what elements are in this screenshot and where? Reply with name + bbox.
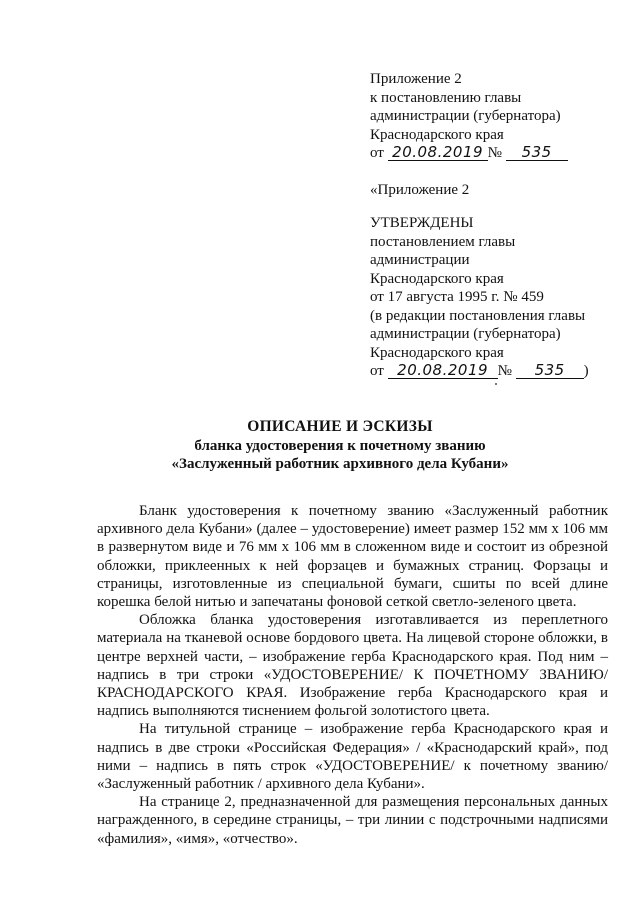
approved-line: Краснодарского края [370,344,504,361]
title-line: бланка удостоверения к почетному званию [194,438,486,454]
appendix-line: к постановлению главы [370,89,522,106]
body-paragraph: На странице 2, предназначенной для размещения персональных данных награжденного, в середине страницы, – три линии с подстрочными надписями «фамилия», «имя», «отчество». [97,794,608,847]
approved-line: УТВЕРЖДЕНЫ [370,215,474,231]
appendix-block [370,70,620,381]
appendix-header: «Приложение 2 [370,181,470,198]
handwritten-date: 20.08.2019 [388,144,488,161]
document-body [97,502,608,848]
body-paragraph: Обложка бланка удостоверения изготавливается из переплетного материала на тканевой основе бордового цвета. На лицевой стороне обложки, в центре верхней части, – изображение герба Краснодарского края. Под ним – надпись в три строки «УДОСТОВЕРЕНИЕ/ К ПОЧЕТНОМУ ЗВАНИЮ/ КРАСНОДАРСКОГО КРАЯ. Изображение герба Краснодарского края и надпись выполняются тиснением фольгой золотистого цвета. [97,612,608,720]
appendix-line: Приложение 2 [370,71,462,87]
approved-line: Краснодарского края [370,270,504,287]
handwritten-number: 535 [516,362,584,379]
scan-speck [495,383,497,385]
document-title [80,417,600,473]
appendix-date-line [370,144,620,163]
appendix-line: Краснодарского края [370,126,504,143]
approved-line: (в редакции постановления главы [370,307,586,324]
from-label: от [370,363,384,379]
approved-line: администрации [370,252,470,268]
title-line: «Заслуженный работник архивного дела Кубани» [171,456,509,472]
number-label: № [487,145,502,161]
number-label: № [497,363,512,379]
handwritten-date: 20.08.2019 [388,362,498,379]
handwritten-number: 535 [506,144,568,161]
approved-line: постановлением главы [370,233,516,250]
approved-line: от 17 августа 1995 г. № 459 [370,289,544,305]
approved-line: администрации (губернатора) [370,326,561,342]
body-paragraph: Бланк удостоверения к почетному званию «Заслуженный работник архивного дела Кубани» (далее – удостоверение) имеет размер 152 мм х 106 мм в развернутом виде и 76 мм х 106 мм в сложенном виде и состоит из обрезной обложки, приклеенных к ней форзацев и бумажных страниц. Форзацы и страницы, изготовленные из специальной бумаги, сшиты по всей длине корешка белой нитью и запечатаны фоновой сеткой светло-зеленого цвета. [97,503,608,611]
title-line: ОПИСАНИЕ И ЭСКИЗЫ [247,418,433,435]
from-label: от [370,145,384,161]
appendix-line: администрации (губернатора) [370,108,561,124]
approved-date-line [370,362,620,381]
closing-paren: ) [583,363,589,379]
body-paragraph: На титульной странице – изображение герба Краснодарского края и надпись в две строки «Российская Федерация» / «Краснодарский край», под ними – надпись в пять строк «УДОСТОВЕРЕНИЕ/ к почетному званию/ «Заслуженный работник / архивного дела Кубани». [97,721,608,793]
